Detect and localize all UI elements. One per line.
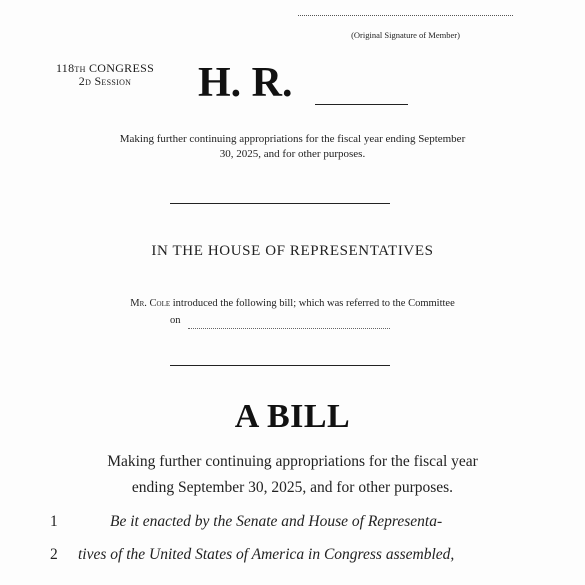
enacting-clause-text: Be it enacted by the Senate and House of Representa- <box>110 513 443 530</box>
introduction-line <box>30 296 555 311</box>
session-label: 2d Session <box>78 74 132 88</box>
house-heading: IN THE HOUSE OF REPRESENTATIVES <box>151 243 434 259</box>
short-title <box>30 132 555 162</box>
short-title-line-1: Making further continuing appropriations for the fiscal year ending September <box>119 133 466 145</box>
long-title-line-2: ending September 30, 2025, and for other purposes. <box>131 479 454 496</box>
enacting-clause-text: tives of the United States of America in Congress assembled, <box>78 546 455 563</box>
sponsor-name: Mr. Cole <box>130 298 171 309</box>
line-number: 1 <box>50 513 58 530</box>
congress-label: 118th CONGRESS <box>55 61 155 75</box>
congress-session-block <box>30 62 180 88</box>
divider-rule <box>170 365 390 366</box>
committee-line <box>170 315 410 326</box>
bill-heading: A BILL <box>234 398 351 435</box>
divider-rule <box>170 203 390 204</box>
short-title-line-2: 30, 2025, and for other purposes. <box>219 148 366 160</box>
signature-caption: (Original Signature of Member) <box>351 30 460 40</box>
line-number: 2 <box>50 546 58 563</box>
bill-designation: H. R. <box>198 60 293 106</box>
committee-blank <box>188 328 390 329</box>
committee-on-label: on <box>170 315 181 326</box>
signature-line <box>298 15 513 16</box>
bill-number-blank <box>315 104 408 105</box>
introduction-text: introduced the following bill; which was referred to the Committee <box>172 298 455 309</box>
long-title <box>30 449 555 501</box>
long-title-line-1: Making further continuing appropriations for the fiscal year <box>107 453 478 470</box>
